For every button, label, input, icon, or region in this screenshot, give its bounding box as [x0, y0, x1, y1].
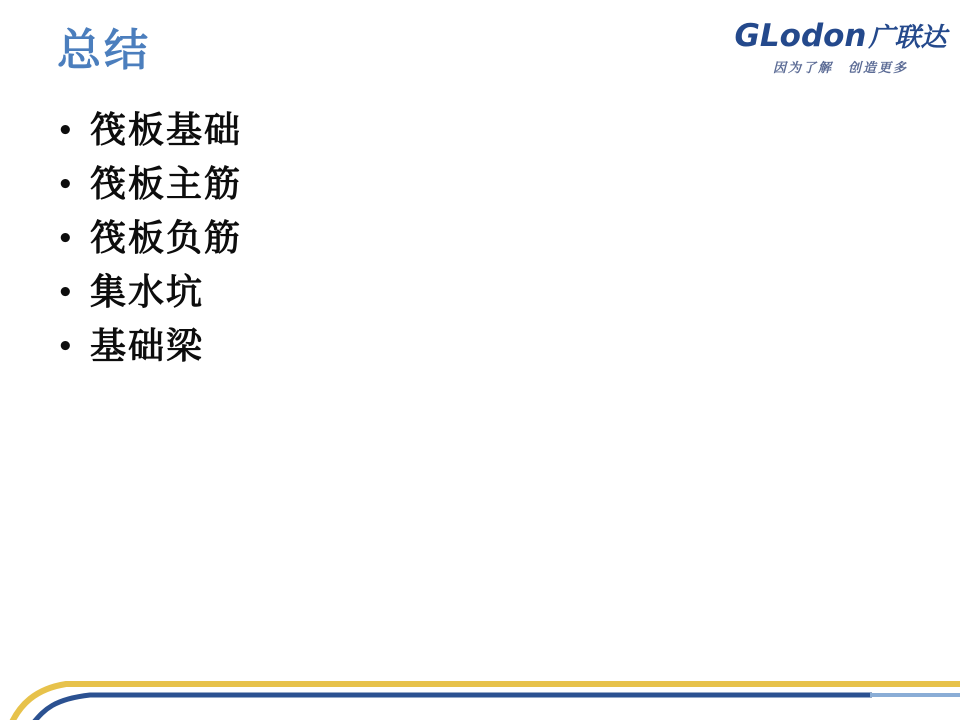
bullet-text: 集水坑 [90, 272, 205, 313]
list-item [57, 212, 242, 266]
bullet-list [57, 104, 242, 374]
list-item [57, 158, 242, 212]
page-title: 总结 [57, 25, 151, 76]
bullet-text: 筏板负筋 [90, 218, 243, 259]
glodon-logo [733, 18, 948, 76]
yellow-stripe-icon [12, 684, 960, 720]
logo-tagline: 因为了解 创造更多 [772, 61, 908, 76]
bullet-text: 筏板基础 [90, 110, 243, 151]
list-item [57, 266, 242, 320]
list-item [57, 104, 242, 158]
logo-latin-text: GLodon [734, 18, 867, 54]
bullet-text: 基础梁 [90, 326, 205, 367]
bullet-icon: • [57, 116, 74, 146]
bullet-text: 筏板主筋 [90, 164, 243, 205]
bullet-icon: • [57, 224, 74, 254]
blue-stripe-icon [34, 695, 872, 720]
logo-chinese-text: 广联达 [868, 23, 947, 53]
bullet-icon: • [57, 170, 74, 200]
bullet-icon: • [57, 332, 74, 362]
bottom-swoosh-decoration [0, 656, 960, 720]
list-item [57, 320, 242, 374]
bullet-icon: • [57, 278, 74, 308]
logo-wordmark [733, 18, 948, 54]
